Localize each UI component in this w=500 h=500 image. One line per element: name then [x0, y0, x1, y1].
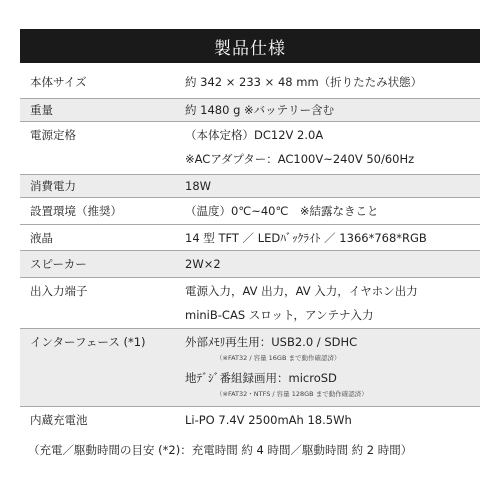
- page-title: 製品仕様: [20, 29, 480, 63]
- row-label: 電源定格: [30, 128, 76, 142]
- table-row: [20, 407, 480, 433]
- row-label: 内蔵充電池: [30, 413, 88, 427]
- row-label: スピーカー: [30, 257, 87, 271]
- table-row: [20, 122, 480, 175]
- row-value: （温度）0℃~40℃ ※結露なきこと: [185, 204, 379, 218]
- row-value: 14 型 TFT ／ LEDﾊﾞｯｸﾗｲﾄ ／ 1366*768*RGB: [185, 231, 427, 245]
- table-row: [20, 329, 480, 407]
- row-value: 外部ﾒﾓﾘ再生用：USB2.0 / SDHC: [185, 335, 358, 349]
- row-value: 18W: [185, 179, 212, 193]
- row-label: 消費電力: [30, 179, 76, 193]
- row-value: 地ﾃﾞｼﾞ番組録画用：microSD: [185, 371, 337, 385]
- spec-table: [20, 66, 480, 433]
- table-row: [20, 251, 480, 278]
- footnote-charge-time: （充電／駆動時間の目安 (*2)：充電時間 約 4 時間／駆動時間 約 2 時間）: [28, 443, 413, 457]
- row-value: Li-PO 7.4V 2500mAh 18.5Wh: [185, 413, 352, 427]
- table-row: [20, 198, 480, 225]
- row-value: （本体定格）DC12V 2.0A: [185, 128, 324, 142]
- row-value: ※ACアダプター：AC100V~240V 50/60Hz: [185, 152, 415, 166]
- row-label: インターフェース (*1): [30, 335, 146, 349]
- table-row: [20, 225, 480, 251]
- row-value: miniB-CAS スロット，アンテナ入力: [185, 308, 374, 322]
- table-row: [20, 66, 480, 99]
- table-row: [20, 175, 480, 198]
- row-label: 液晶: [30, 231, 53, 245]
- row-value: 約 1480 g ※バッテリー含む: [185, 103, 335, 117]
- row-label: 出入力端子: [30, 284, 88, 298]
- row-label: 重量: [30, 103, 53, 117]
- row-label: 本体サイズ: [30, 75, 87, 89]
- row-value: 約 342 × 233 × 48 mm（折りたたみ状態）: [185, 75, 423, 89]
- row-value: 電源入力，AV 出力，AV 入力，イヤホン出力: [185, 284, 418, 298]
- row-note: （※FAT32 / 容量 16GB まで動作確認済）: [216, 354, 341, 362]
- row-note: （※FAT32・NTFS / 容量 128GB まで動作確認済）: [216, 390, 368, 398]
- table-row: [20, 99, 480, 122]
- table-row: [20, 278, 480, 329]
- row-label: 設置環境（推奨）: [30, 204, 122, 218]
- row-value: 2W×2: [185, 257, 221, 271]
